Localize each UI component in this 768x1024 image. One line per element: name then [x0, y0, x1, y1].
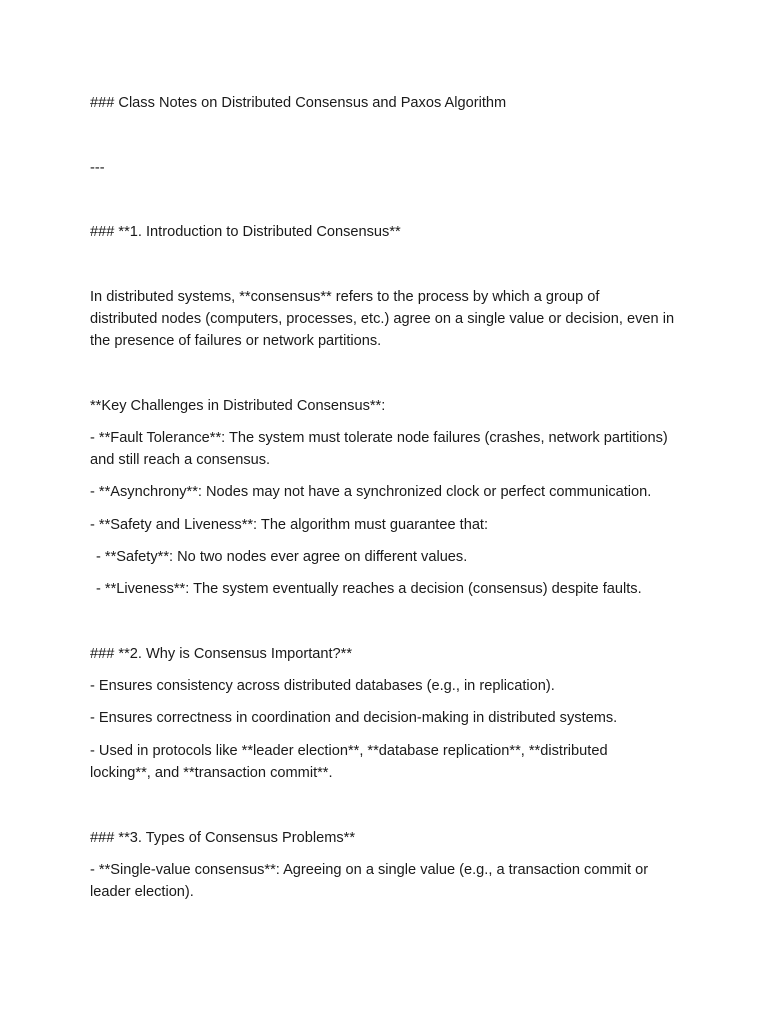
challenge-fault-tolerance-line-1: - **Fault Tolerance**: The system must tolerate node failures (crashes, network partitions) — [90, 430, 668, 446]
document-title: ### Class Notes on Distributed Consensus and Paxos Algorithm — [90, 95, 507, 111]
section-3-bullet-1-line-2: leader election). — [90, 884, 194, 900]
section-3-bullet-1-line-1: - **Single-value consensus**: Agreeing on a single value (e.g., a transaction commit or — [90, 862, 649, 878]
section-1-paragraph-line-3: the presence of failures or network partitions. — [90, 333, 382, 349]
challenge-safety-liveness: - **Safety and Liveness**: The algorithm must guarantee that: — [90, 517, 489, 533]
section-2-heading: ### **2. Why is Consensus Important?** — [90, 646, 353, 662]
separator: --- — [90, 160, 105, 176]
section-2-bullet-2: - Ensures correctness in coordination and decision-making in distributed systems. — [90, 710, 618, 726]
section-1-paragraph-line-1: In distributed systems, **consensus** refers to the process by which a group of — [90, 289, 600, 305]
section-2-bullet-1: - Ensures consistency across distributed databases (e.g., in replication). — [90, 678, 555, 694]
section-3-heading: ### **3. Types of Consensus Problems** — [90, 830, 356, 846]
section-1-paragraph-line-2: distributed nodes (computers, processes, etc.) agree on a single value or decision, even in — [90, 311, 675, 327]
sub-bullet-liveness: - **Liveness**: The system eventually reaches a decision (consensus) despite faults. — [96, 581, 642, 597]
challenge-asynchrony: - **Asynchrony**: Nodes may not have a synchronized clock or perfect communication. — [90, 484, 652, 500]
key-challenges-heading: **Key Challenges in Distributed Consensus**: — [90, 398, 386, 414]
section-2-bullet-3-line-2: locking**, and **transaction commit**. — [90, 765, 333, 781]
challenge-fault-tolerance-line-2: and still reach a consensus. — [90, 452, 271, 468]
section-2-bullet-3-line-1: - Used in protocols like **leader election**, **database replication**, **distributed — [90, 743, 608, 759]
section-1-heading: ### **1. Introduction to Distributed Consensus** — [90, 224, 401, 240]
sub-bullet-safety: - **Safety**: No two nodes ever agree on different values. — [96, 549, 468, 565]
